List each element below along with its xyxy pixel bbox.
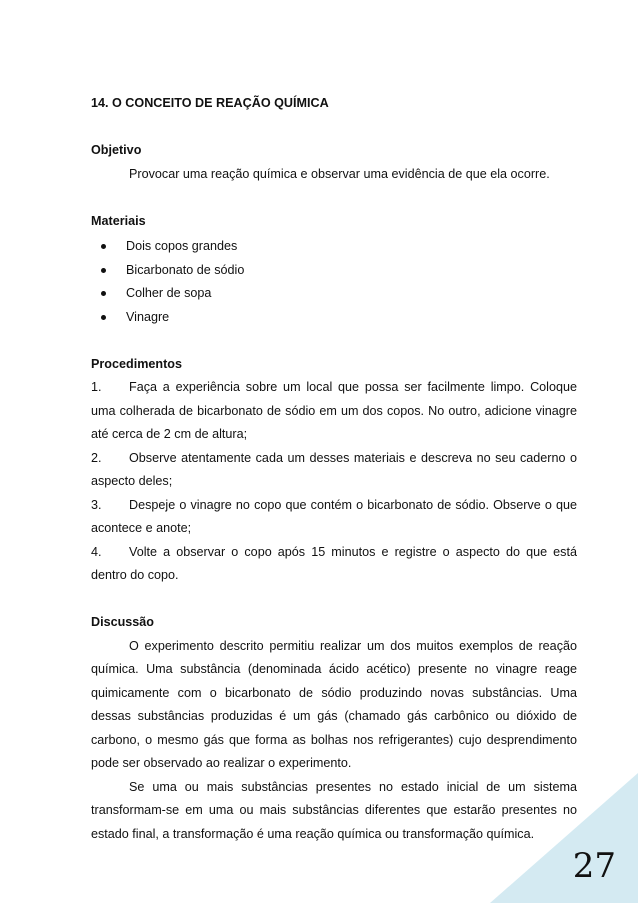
materials-heading: Materiais <box>91 213 146 228</box>
procedure-number: 4. <box>91 544 102 559</box>
procedure-text: Despeje o vinagre no copo que contém o bicarbonato de sódio. Observe o que acontece e anote; <box>91 497 577 535</box>
chapter-title: 14. O CONCEITO DE REAÇÃO QUÍMICA <box>91 96 329 110</box>
procedure-item-4 <box>91 541 577 588</box>
materials-list <box>91 235 577 329</box>
material-label: Dois copos grandes <box>126 239 238 253</box>
objective-heading: Objetivo <box>91 143 142 157</box>
page-number: 27 <box>572 846 616 886</box>
bullet-icon <box>101 291 106 296</box>
procedures-heading: Procedimentos <box>91 356 182 371</box>
page-content <box>91 92 577 846</box>
objective-text: Provocar uma reação química e observar uma evidência de que ela ocorre. <box>129 166 550 181</box>
procedure-text: Faça a experiência sobre um local que possa ser facilmente limpo. Coloque uma colherada de bicarbonato de sódio em um dos copos. No outro, adicione vinagre até cerca de 2 cm de altura; <box>91 380 577 441</box>
procedure-item-1 <box>91 376 577 447</box>
procedure-number: 3. <box>91 497 102 512</box>
discussion-paragraph-2: Se uma ou mais substâncias presentes no estado inicial de um sistema transformam-se em uma ou mais substâncias diferentes que estarão presentes no estado final, a transformação é uma reação química ou transformação química. <box>91 779 577 841</box>
material-label: Bicarbonato de sódio <box>126 262 245 277</box>
procedure-text: Volte a observar o copo após 15 minutos e registre o aspecto do que está dentro do copo. <box>91 544 577 582</box>
procedure-item-3 <box>91 494 577 541</box>
list-item <box>91 259 577 283</box>
procedure-number: 2. <box>91 450 102 465</box>
material-label: Colher de sopa <box>126 286 212 300</box>
list-item <box>91 306 577 330</box>
procedure-text: Observe atentamente cada um desses materiais e descreva no seu caderno o aspecto deles; <box>91 450 577 488</box>
bullet-icon <box>101 268 106 273</box>
bullet-icon <box>101 244 106 249</box>
discussion-paragraph-1: O experimento descrito permitiu realizar um dos muitos exemplos de reação química. Uma substância (denominada ácido acético) presente no vinagre reage quimicamente com o bicarbonato de sódio produzindo novas substâncias. Uma dessas substâncias produzidas é um gás (chamado gás carbônico ou dióxido de carbono, o mesmo gás que forma as bolhas nos refrigerantes) cujo desprendimento pode ser observado ao realizar o experimento. <box>91 638 577 770</box>
discussion-heading: Discussão <box>91 615 154 629</box>
procedure-item-2 <box>91 447 577 494</box>
procedure-number: 1. <box>91 380 102 394</box>
list-item <box>91 235 577 259</box>
list-item <box>91 282 577 306</box>
bullet-icon <box>101 315 106 320</box>
material-label: Vinagre <box>126 309 170 324</box>
